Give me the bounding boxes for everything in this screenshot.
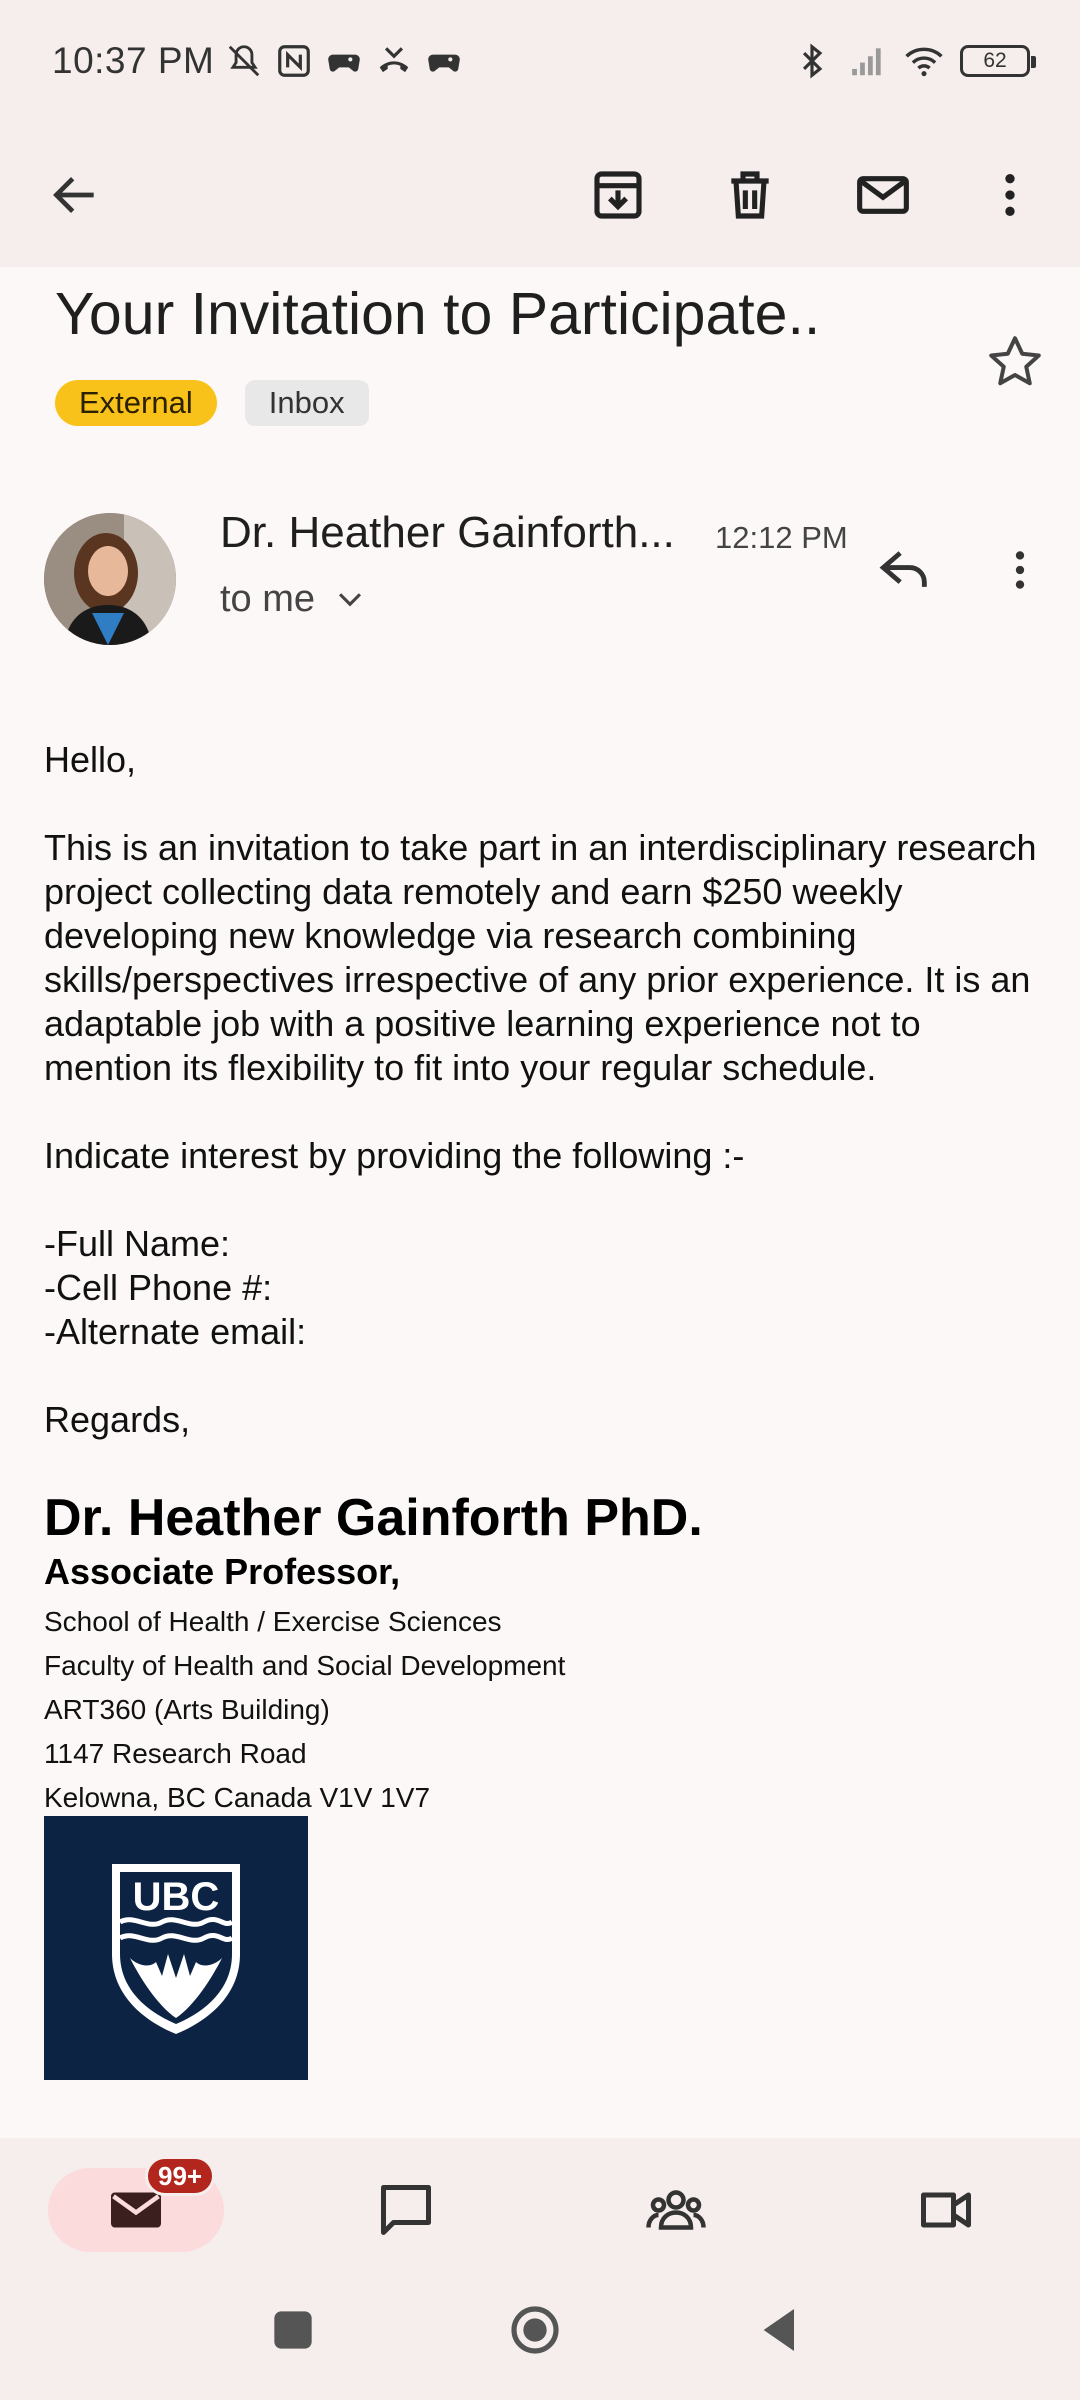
nfc-icon: [274, 41, 314, 81]
archive-icon: [590, 167, 646, 223]
request-line: Indicate interest by providing the following :-: [44, 1135, 745, 1176]
sender-avatar[interactable]: [44, 513, 176, 645]
mute-icon: [224, 41, 264, 81]
system-back-button[interactable]: [745, 2295, 815, 2365]
star-button[interactable]: [975, 322, 1055, 402]
mark-unread-icon: [855, 167, 911, 223]
signature-address: [44, 1600, 565, 1820]
email-body: [44, 738, 1044, 1486]
back-icon: [47, 167, 103, 223]
label-chips: [55, 380, 369, 426]
ubc-logo-text: UBC: [132, 1875, 220, 1919]
email-time: 12:12 PM: [715, 520, 848, 555]
mail-unread-badge: 99+: [145, 2156, 215, 2196]
delete-icon: [722, 167, 778, 223]
spaces-icon: [646, 2180, 706, 2240]
game-controller-icon: [424, 41, 464, 81]
mark-unread-button[interactable]: [838, 150, 928, 240]
circle-home-icon: [507, 2302, 563, 2358]
signature-line: Faculty of Health and Social Development: [44, 1650, 566, 1681]
bluetooth-icon: [792, 41, 832, 81]
list-item: -Cell Phone #:: [44, 1267, 273, 1308]
email-subject: Your Invitation to Participate..: [55, 281, 821, 347]
reply-button[interactable]: [865, 530, 945, 610]
closing: Regards,: [44, 1399, 191, 1440]
ubc-logo[interactable]: [44, 1816, 308, 2080]
home-button[interactable]: [500, 2295, 570, 2365]
wifi-icon: [904, 41, 944, 81]
message-more-button[interactable]: [980, 530, 1060, 610]
square-recents-icon: [265, 2302, 321, 2358]
ubc-crest-icon: [106, 1858, 246, 2038]
more-options-button[interactable]: [965, 150, 1055, 240]
signal-icon: [848, 41, 888, 81]
reply-icon: [876, 541, 934, 599]
back-button[interactable]: [30, 150, 120, 240]
requested-fields: [44, 1222, 1044, 1354]
sender-name[interactable]: Dr. Heather Gainforth...: [220, 508, 675, 557]
nav-meet[interactable]: [876, 2168, 1016, 2252]
list-item: -Full Name:: [44, 1223, 231, 1264]
battery-icon: 62: [960, 45, 1030, 77]
recipient-label: to me: [220, 578, 316, 620]
inbox-label[interactable]: Inbox: [245, 380, 369, 426]
status-time: 10:37 PM: [52, 40, 215, 81]
signature-line: 1147 Research Road: [44, 1738, 307, 1769]
signature-line: Kelowna, BC Canada V1V 1V7: [44, 1782, 431, 1813]
more-icon: [995, 545, 1045, 595]
greeting: Hello,: [44, 739, 137, 780]
signature-name: Dr. Heather Gainforth PhD.: [44, 1489, 703, 1547]
archive-button[interactable]: [573, 150, 663, 240]
meet-icon: [916, 2180, 976, 2240]
status-bar: [0, 0, 1080, 122]
game-controller-icon: [324, 41, 364, 81]
delete-button[interactable]: [705, 150, 795, 240]
signature-line: ART360 (Arts Building): [44, 1694, 330, 1725]
list-item: -Alternate email:: [44, 1311, 307, 1352]
recents-button[interactable]: [258, 2295, 328, 2365]
status-left: [52, 40, 464, 82]
more-icon: [982, 167, 1038, 223]
body-paragraph: This is an invitation to take part in an interdisciplinary research project collecting data remotely and earn $250 weekly developing new knowledge via research combining skills/perspectives irrespective of any prior experience. It is an adaptable job with a positive learning experience not to mention its flexibility to fit into your regular schedule.: [44, 827, 1037, 1088]
chevron-down-icon: [333, 583, 367, 617]
nav-spaces[interactable]: [606, 2168, 746, 2252]
status-right: [792, 41, 1030, 81]
star-icon: [985, 332, 1045, 392]
chat-icon: [376, 2180, 436, 2240]
avatar-photo-icon: [44, 513, 176, 645]
external-label: External: [55, 380, 217, 426]
signature-title: Associate Professor,: [44, 1551, 401, 1592]
recipient-details-toggle[interactable]: [220, 578, 367, 621]
nav-chat[interactable]: [336, 2168, 476, 2252]
top-app-bar: [0, 122, 1080, 267]
signature-line: School of Health / Exercise Sciences: [44, 1606, 502, 1637]
triangle-back-icon: [752, 2302, 808, 2358]
missed-call-icon: [374, 41, 414, 81]
